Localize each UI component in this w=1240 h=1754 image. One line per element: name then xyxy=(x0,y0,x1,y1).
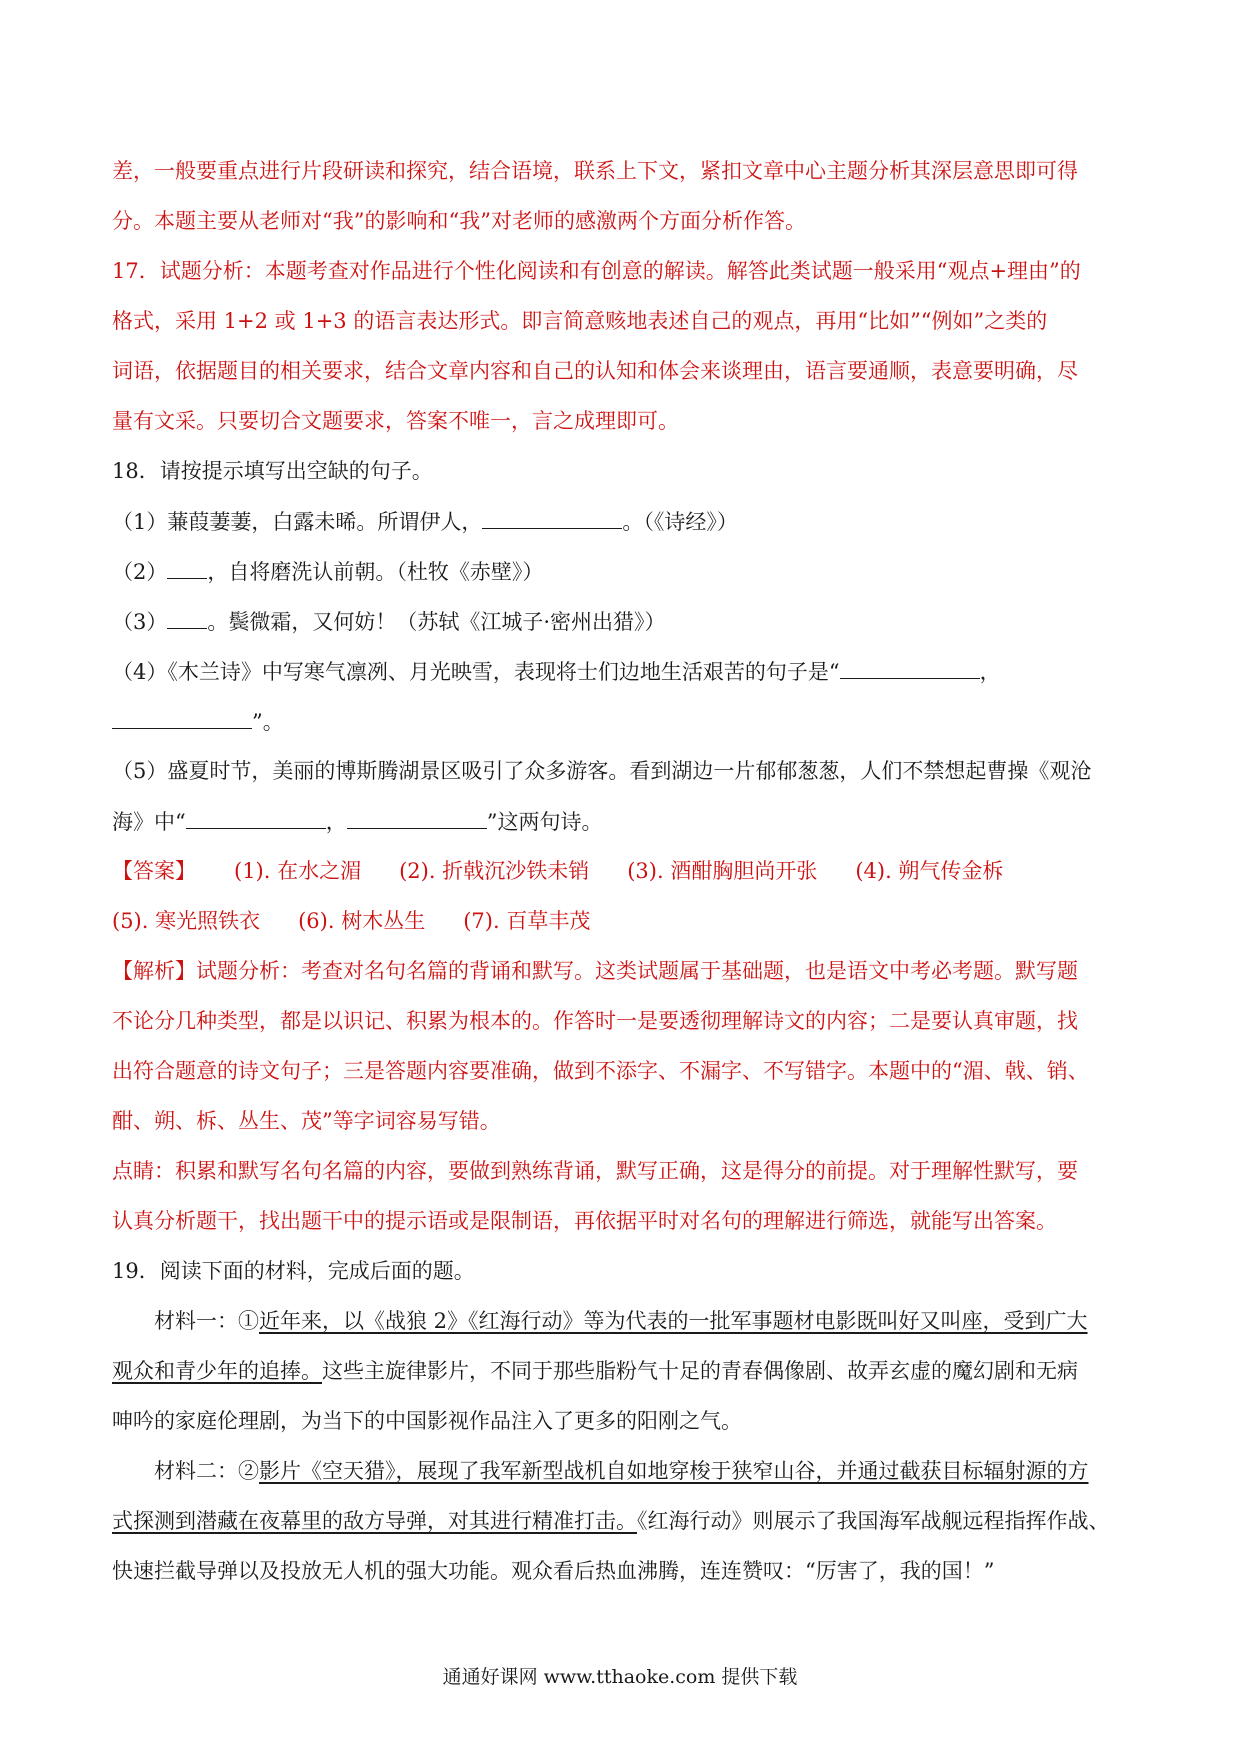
answer-label: 【答案】 xyxy=(112,859,196,883)
fill-item-2: （2） ，自将磨洗认前朝。（杜牧《赤壁》） xyxy=(112,556,543,587)
answer-item: (4). 朔气传金柝 xyxy=(855,859,1004,883)
answer-line xyxy=(112,856,1003,886)
material-2 xyxy=(154,1456,1089,1486)
text-line: 出符合题意的诗文句子；三是答题内容要准确，做到不添字、不漏字、不写错字。本题中的“湄、戟、销、 xyxy=(112,1059,1089,1083)
text-line: 呻吟的家庭伦理剧，为当下的中国影视作品注入了更多的阳刚之气。 xyxy=(112,1409,742,1433)
fill-item-4: （4）《木兰诗》中写寒气凛冽、月光映雪，表现将士们边地生活艰苦的句子是“ ， xyxy=(112,656,1001,687)
fill-item-3: （3） 。鬓微霜，又何妨！（苏轼《江城子·密州出猎》） xyxy=(112,606,666,637)
text-line: 快速拦截导弹以及投放无人机的强大功能。观众看后热血沸腾，连连赞叹：“厉害了，我的国！” xyxy=(112,1559,995,1583)
answer-blank xyxy=(347,806,487,829)
question-title: 19．阅读下面的材料，完成后面的题。 xyxy=(112,1259,475,1283)
answer-blank xyxy=(167,606,207,629)
text-line: 17．试题分析：本题考查对作品进行个性化阅读和有创意的解读。解答此类试题一般采用“观点+理由”的 xyxy=(112,259,1081,283)
analysis-label: 【解析】 xyxy=(112,959,196,983)
fill-item-4-cont: ”。 xyxy=(112,706,284,737)
page-footer: 通通好课网 www.tthaoke.com 提供下载 xyxy=(442,1666,798,1688)
fill-item-5: （5）盛夏时节，美丽的博斯腾湖景区吸引了众多游客。看到湖边一片郁郁葱葱，人们不禁想起曹操《观沧 xyxy=(112,759,1092,783)
answer-item: (1). 在水之湄 xyxy=(234,859,362,883)
fill-item-5-cont: 海》中“ ， ”这两句诗。 xyxy=(112,806,603,837)
material-1 xyxy=(154,1306,1088,1336)
underlined-sentence: 影片《空天猎》，展现了我军新型战机自如地穿梭于狭窄山谷，并通过截获目标辐射源的方 xyxy=(259,1459,1089,1483)
analysis-line: 【解析】试题分析：考查对名句名篇的背诵和默写。这类试题属于基础题，也是语文中考必考题。默写题 xyxy=(112,959,1078,983)
question-title: 18．请按提示填写出空缺的句子。 xyxy=(112,459,433,483)
underlined-sentence: 式探测到潜藏在夜幕里的敌方导弹，对其进行精准打击。 xyxy=(112,1509,637,1533)
material-label: 材料一：① xyxy=(154,1309,259,1333)
answer-blank xyxy=(167,556,207,579)
fill-item-1: （1）蒹葭萋萋，白露未晞。所谓伊人， 。（《诗经》） xyxy=(112,506,738,537)
answer-item: (6). 树木丛生 xyxy=(298,909,426,933)
text-line: 分。本题主要从老师对“我”的影响和“我”对老师的感激两个方面分析作答。 xyxy=(112,209,806,233)
text-line: 量有文采。只要切合文题要求，答案不唯一，言之成理即可。 xyxy=(112,409,679,433)
text-line: 式探测到潜藏在夜幕里的敌方导弹，对其进行精准打击。《红海行动》则展示了我国海军战舰远程指挥作战、 xyxy=(112,1509,1110,1533)
answer-item: (5). 寒光照铁衣 xyxy=(112,909,261,933)
material-label: 材料二：② xyxy=(154,1459,259,1483)
tip-line: 点睛：积累和默写名句名篇的内容，要做到熟练背诵，默写正确，这是得分的前提。对于理解性默写，要 xyxy=(112,1159,1078,1183)
answer-blank xyxy=(482,506,622,529)
answer-blank xyxy=(112,706,252,729)
answer-blank xyxy=(186,806,326,829)
text-line: 词语，依据题目的相关要求，结合文章内容和自己的认知和体会来谈理由，语言要通顺，表意要明确，尽 xyxy=(112,359,1078,383)
underlined-sentence: 观众和青少年的追捧。 xyxy=(112,1359,322,1383)
answer-item: (7). 百草丰茂 xyxy=(463,909,591,933)
text-line: 差，一般要重点进行片段研读和探究，结合语境，联系上下文，紧扣文章中心主题分析其深层意思即可得 xyxy=(112,159,1078,183)
underlined-sentence: 近年来，以《战狼 2》《红海行动》等为代表的一批军事题材电影既叫好又叫座，受到广大 xyxy=(259,1309,1088,1333)
answer-line xyxy=(112,906,590,936)
text-line: 酣、朔、柝、丛生、茂”等字词容易写错。 xyxy=(112,1109,501,1133)
text-line: 观众和青少年的追捧。这些主旋律影片，不同于那些脂粉气十足的青春偶像剧、故弄玄虚的魔幻剧和无病 xyxy=(112,1359,1078,1383)
answer-item: (3). 酒酣胸胆尚开张 xyxy=(627,859,818,883)
answer-item: (2). 折戟沉沙铁未销 xyxy=(399,859,590,883)
answer-blank xyxy=(840,656,980,679)
text-line: 不论分几种类型，都是以识记、积累为根本的。作答时一是要透彻理解诗文的内容；二是要认真审题，找 xyxy=(112,1009,1078,1033)
text-line: 格式，采用 1+2 或 1+3 的语言表达形式。即言简意赅地表述自己的观点，再用“比如”“例如”之类的 xyxy=(112,309,1048,333)
tip-line: 认真分析题干，找出题干中的提示语或是限制语，再依据平时对名句的理解进行筛选，就能写出答案。 xyxy=(112,1209,1057,1233)
